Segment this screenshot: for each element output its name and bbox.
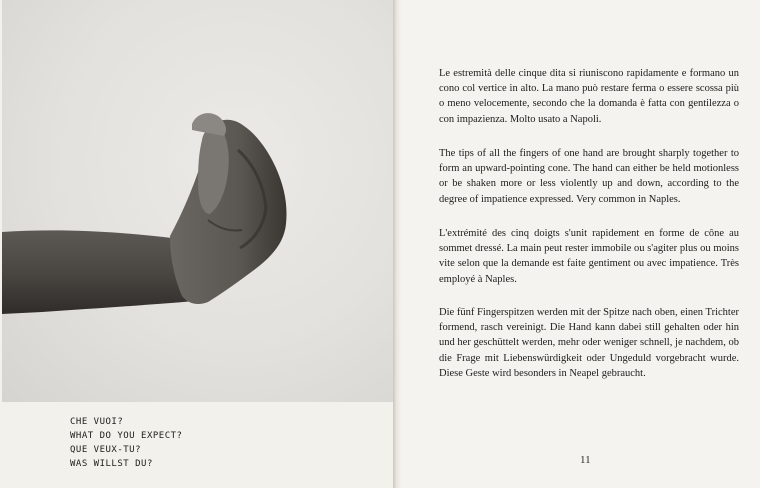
book-gutter — [393, 0, 401, 488]
page-number: 11 — [580, 454, 591, 466]
caption-italian: CHE VUOI? — [70, 417, 124, 427]
description-english: The tips of all the fingers of one hand are brought sharply together to form an upward-pointing cone. The hand can either be held motionless or be shaken more or less violently up and down, according to the degree of impatience expressed. Very common in Naples. — [439, 148, 739, 205]
description-french: L'extrémité des cinq doigts s'unit rapidement en forme de cône au sommet dressé. La main peut rester immobile ou s'agiter plus ou moins vite selon que la demande est faite gentiment ou avec impatience. Très employé à Naples. — [439, 228, 739, 285]
hand-gesture-photo — [2, 0, 393, 402]
gesture-caption — [70, 415, 182, 471]
caption-french: QUE VEUX-TU? — [70, 445, 142, 455]
caption-english: WHAT DO YOU EXPECT? — [70, 431, 183, 441]
caption-german: WAS WILLST DU? — [70, 459, 153, 469]
hand-gesture-illustration — [2, 0, 393, 402]
description-italian: Le estremità delle cinque dita si riuniscono rapidamente e formano un cono col vertice in alto. La mano può restare ferma o essere scossa più o meno velocemente, secondo che la domanda è fatta con gentilezza o con impazienza. Molto usato a Napoli. — [439, 68, 739, 125]
description-german: Die fünf Fingerspitzen werden mit der Spitze nach oben, einen Trichter formend, rasch vereinigt. Die Hand kann dabei still gehalten oder hin und her geschüttelt werden, mehr oder weniger schnell, je nachdem, ob die Frage mit Liebenswürdigkeit oder Ungeduld vorgebracht wurde. Diese Geste wird besonders in Neapel gebraucht. — [439, 307, 739, 379]
